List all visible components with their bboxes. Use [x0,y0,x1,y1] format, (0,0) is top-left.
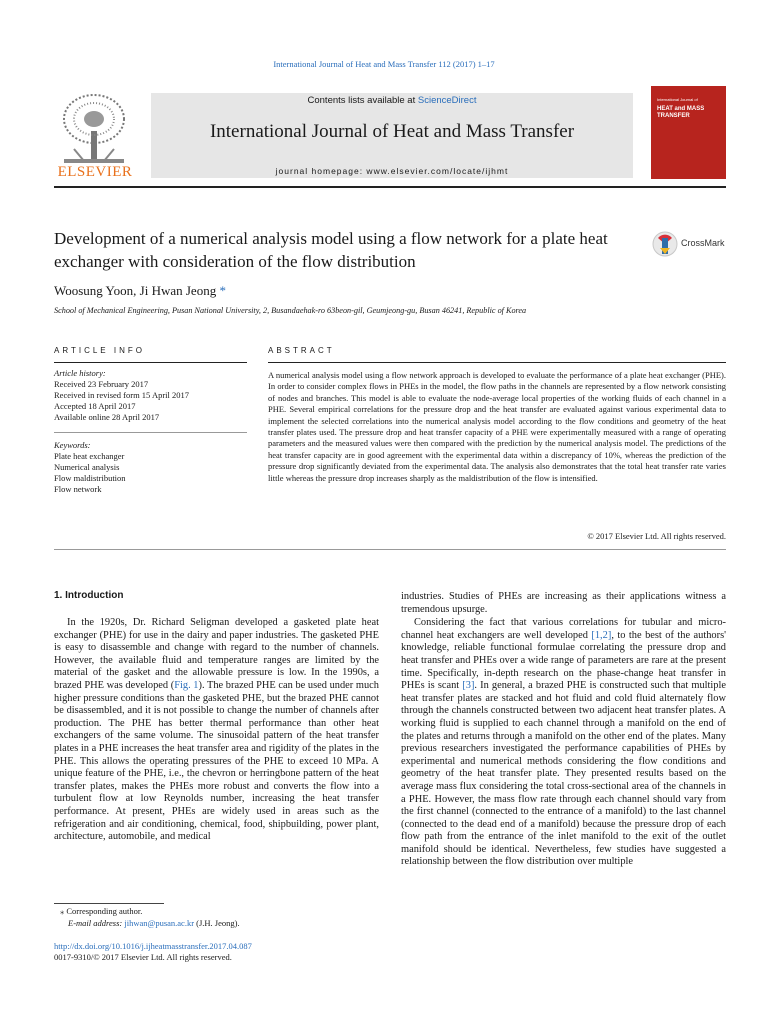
figure-1-link[interactable]: Fig. 1 [174,679,199,691]
article-history: Article history: Received 23 February 2017 Received in revised form 15 April 2017 Accepted 18 April 2017 Available online 28 April 2017 [54,368,190,422]
authors: Woosung Yoon, Ji Hwan Jeong * [54,283,226,298]
article-info-heading: ARTICLE INFO [54,346,145,355]
journal-homepage-link[interactable]: journal homepage: www.elsevier.com/locate/ijhmt [275,166,509,176]
history-item: Received 23 February 2017 [54,379,149,389]
history-item: Available online 28 April 2017 [54,412,160,422]
abstract-copyright: © 2017 Elsevier Ltd. All rights reserved. [587,531,726,541]
keywords: Keywords: Plate heat exchanger Numerical analysis Flow maldistribution Flow network [54,440,126,494]
journal-citation[interactable]: International Journal of Heat and Mass Transfer 112 (2017) 1–17 [273,59,495,69]
crossmark-badge[interactable] [652,230,726,258]
elsevier-logo [54,89,136,181]
keyword-item: Flow maldistribution [54,473,126,483]
issn-copyright: 0017-9310/© 2017 Elsevier Ltd. All rights reserved. [54,952,232,962]
paragraph: industries. Studies of PHEs are increasing as their applications witness a tremendous upsurge. [401,591,726,615]
header-divider [54,186,726,188]
paragraph: In the 1920s, Dr. Richard Seligman developed a gasketed plate heat exchanger (PHE) for use in the dairy and paper industries. The gasketed PHE is easy to disassemble and change with regard to the number of channels. However, the available fluid and temperature ranges are limited by the material of the gasket and the allowable pressure is low. In the 1990s, a brazed PHE was developed (Fig. 1). The brazed PHE can be used under much higher pressure conditions than the gasketed PHE, but the brazed PHE cannot be disassembled, and it is not possible to change the number of channels after production. The PHE has better thermal performance than other heat exchangers of the same volume. The sinusoidal pattern of the heat transfer plates in a PHE increases the heat transfer area and rigidity of the plates in the PHE. This allows the operating pressures of the PHE to exceed 10 MPa. A unique feature of the PHE, i.e., the chevron or herringbone pattern of the heat transfer plates, makes the PHEs more robust and converts the flow into a turbulent flow at low Reynolds number, increasing the heat transfer performance. At present, PHEs are widely used in areas such as the refrigeration and air conditioning, chemical, food, shipbuilding, power plant, architecture, automobile, and medical [54,617,379,843]
footnote-email: E-mail address: jihwan@pusan.ac.kr (J.H. Jeong). [68,918,240,928]
abstract-bottom-rule [54,549,726,550]
reference-3-link[interactable]: [3] [462,680,475,692]
abstract-text: A numerical analysis model using a flow network approach is developed to evaluate the performance of a plate heat exchanger (PHE). In order to consider complex flows in PHEs in the model, the flow paths in the channels are represented by a flow network consisting of nodes and branches. This model is able to evaluate the node-average local properties of the working fluids of each channel in a PHE. Several empirical correlations for the pressure drop and the heat transfer are evaluated against various experimental data to implement the selected correlations into the numerical analysis model according to the flow conditions and geometry of the heat transfer plates used. The pressure drop and heat transfer capacity of a PHE were experimentally measured with a range of operating parameters and the measured values were then compared with the prediction by the numerical analysis model. The predictions of the heat transfer capacity are in good agreement with the experimental data within a discrepancy of 10%, whereas the prediction of the pressure drop significantly deviated from the experimental data. The analysis also demonstrates that the total heat transfer rate varies little whereas the pressure drop increases sharply as the maldistribution of the flow is intensified. [268,370,726,483]
history-item: Accepted 18 April 2017 [54,401,136,411]
paragraph: Considering the fact that various correlations for tubular and micro-channel heat exchangers are well developed [1,2], to the best of the authors' knowledge, reliable functional formulae correlating the pressure drop and heat transfer and PHEs over a wide range of parameters are rare at the present time. Specifically, in-depth research on the phase-change heat transfer in PHEs is scant [3]. In general, a brazed PHE is constructed such that multiple heat transfer plates are stacked and hot fluid and cold fluid alternately flow through the channels constructed between two adjacent heat transfer plates. A working fluid is supplied to each channel through a manifold on the end of the plates and returns through a manifold on the other end of the plates. Many previous researchers investigated the performance capabilities of PHEs by experimental and numerical methods considering the flow conditions and geometry of the heat transfer plate. They presented results based on the average mass flux considering the total cross-sectional area of the channels in a PHE. However, the mass flow rate through each channel should vary from the first channel (connected to the entrance of a manifold) to the last channel (connected to the dead end of a manifold) because the pressure drop of each flow path from the entrance of the inlet manifold to the exit of the outlet manifold should be identical. Nevertheless, few studies have suggested a relationship between the flow distribution over multiple [401,617,726,868]
info-divider [54,432,247,433]
keyword-item: Plate heat exchanger [54,451,125,461]
body-left-column [54,617,379,844]
body-right-column [401,591,726,869]
publisher-name: ELSEVIER [57,164,133,180]
doi-link[interactable]: http://dx.doi.org/10.1016/j.ijheatmasstransfer.2017.04.087 [54,941,252,951]
keyword-item: Numerical analysis [54,462,120,472]
corresponding-author-link[interactable]: * [219,283,226,298]
abstract-heading: ABSTRACT [268,346,335,355]
article-title: Development of a numerical analysis model using a flow network for a plate heat exchanger with consideration of the flow distribution [54,229,608,271]
footnote-corresponding: ⁎ Corresponding author. [60,906,143,916]
affiliation: School of Mechanical Engineering, Pusan National University, 2, Busandaehak-ro 63beon-gil, Geumjeong-gu, Busan 46241, Republic of Korea [54,306,527,315]
crossmark-icon [652,230,678,258]
journal-cover-image: International Journal of HEAT and MASS TRANSFER [651,86,726,179]
history-item: Received in revised form 15 April 2017 [54,390,190,400]
keyword-item: Flow network [54,484,102,494]
section-heading-introduction: 1. Introduction [54,590,124,601]
journal-title: International Journal of Heat and Mass Transfer [209,121,575,142]
footnote-rule [54,903,164,904]
sciencedirect-link[interactable]: ScienceDirect [417,95,477,106]
article-info-rule [54,362,247,363]
crossmark-label: CrossMark [681,238,725,248]
reference-1-2-link[interactable]: [1,2] [591,629,612,641]
abstract-rule [268,362,726,363]
email-link[interactable]: jihwan@pusan.ac.kr [124,918,195,928]
contents-line: Contents lists available at ScienceDirect [307,95,477,106]
